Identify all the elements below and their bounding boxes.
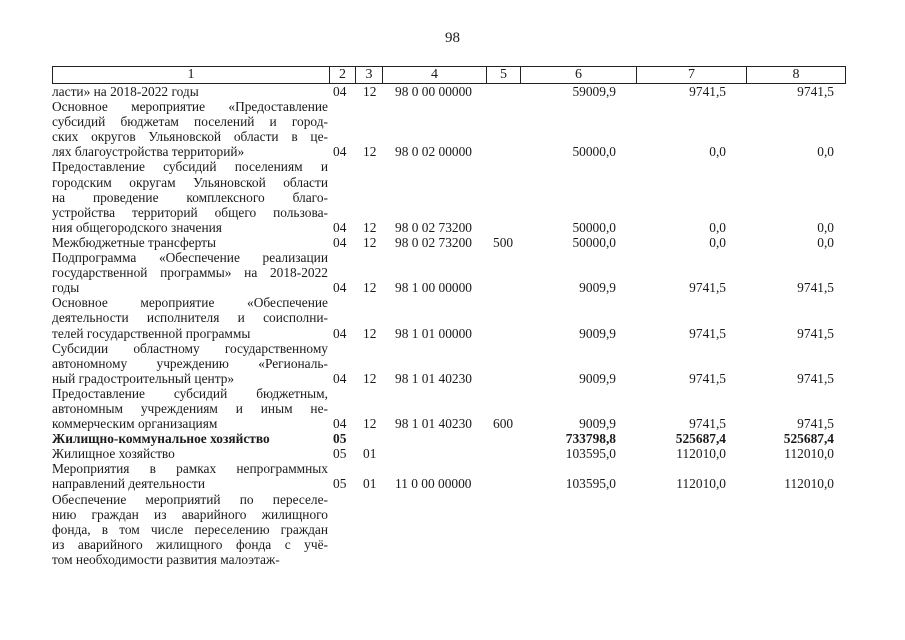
subsection-code: 12 [363,84,377,99]
section-code: 05 [333,446,347,462]
description-line: ских округов Ульяновской области в це- [52,129,328,145]
description-line: лях благоустройства территорий» [52,144,245,160]
description-line: Обеспечение мероприятий по переселе- [52,491,328,507]
amount-2018: 9009,9 [579,370,616,386]
amount-2018: 50000,0 [572,219,616,235]
description-line: автономному учреждению «Региональ- [52,355,328,371]
row-description [52,492,328,567]
expense-type-code: 500 [493,234,514,250]
header-col-1: 1 [187,67,195,82]
header-col-2: 2 [329,67,355,83]
amount-2018: 9009,9 [579,416,616,432]
amount-2019: 0,0 [709,144,726,160]
target-article-code: 98 0 00 00000 [395,84,472,99]
amount-2019: 0,0 [709,219,726,235]
header-col-5: 5 [486,67,520,83]
amount-2020: 9741,5 [797,325,834,341]
amount-2019: 112010,0 [676,446,726,462]
amount-2020: 525687,4 [783,431,834,447]
description-line: субсидий бюджетам поселений и город- [52,114,328,130]
description-line: Субсидии областному государственному [52,340,328,356]
description-line: Жилищно-коммунальное хозяйство [52,431,270,447]
table-row [52,99,846,159]
section-code: 05 [333,431,347,447]
subsection-code: 01 [363,446,377,462]
table-row [52,386,846,431]
description-line: городским округам Ульяновской области [52,174,328,190]
description-line: том необходимости развития малоэтаж- [52,551,280,567]
target-article-code: 98 1 01 40230 [395,416,472,432]
expense-type-code: 600 [493,416,514,432]
table-row [52,84,846,99]
amount-2018: 59009,9 [572,84,616,99]
row-description [52,159,328,234]
description-line: коммерческим организациям [52,416,218,432]
amount-2018: 733798,8 [565,431,616,447]
table-row [52,159,846,234]
description-line: устройства территорий общего пользова- [52,204,328,220]
description-line: на проведение комплексного благо- [52,189,328,205]
table-row [52,446,846,461]
amount-2018: 103595,0 [565,476,616,492]
target-article-code: 98 1 01 40230 [395,370,472,386]
subsection-code: 01 [363,476,377,492]
description-line: нию граждан из аварийного жилищного [52,506,328,522]
section-code: 04 [333,144,347,160]
description-line: фонда, в том числе переселению граждан [52,521,328,537]
amount-2020: 0,0 [817,144,834,160]
section-code: 05 [333,476,347,492]
description-line: ный градостроительный центр» [52,370,235,386]
amount-2019: 9741,5 [689,84,726,99]
amount-2020: 9741,5 [797,84,834,99]
section-code: 04 [333,280,347,296]
description-line: Мероприятия в рамках непрограммных [52,461,328,477]
amount-2019: 112010,0 [676,476,726,492]
table-row [52,250,846,295]
table-header [52,66,846,84]
amount-2019: 9741,5 [689,280,726,296]
table-row [52,492,846,567]
row-description [52,84,328,99]
amount-2019: 0,0 [709,234,726,250]
description-line: Предоставление субсидий поселениям и [52,159,328,175]
header-col-8: 8 [746,67,845,83]
description-line: из аварийного жилищного фонда с учё- [52,536,328,552]
table-row [52,235,846,250]
target-article-code: 98 1 00 00000 [395,280,472,296]
row-description [52,431,328,446]
description-line: Предоставление субсидий бюджетным, [52,385,328,401]
description-line: деятельности исполнителя и соисполни- [52,310,328,326]
subsection-code: 12 [363,144,377,160]
row-description [52,446,328,461]
amount-2020: 9741,5 [797,416,834,432]
target-article-code: 98 0 02 00000 [395,144,472,160]
amount-2019: 9741,5 [689,416,726,432]
amount-2019: 9741,5 [689,325,726,341]
table-row [52,431,846,446]
row-description [52,235,328,250]
description-line: государственной программы» на 2018-2022 [52,265,328,281]
description-line: Жилищное хозяйство [52,446,175,462]
page-number: 98 [445,30,460,46]
row-description [52,295,328,340]
description-line: Основное мероприятие «Предоставление [52,99,328,115]
header-col-7: 7 [636,67,746,83]
row-description [52,341,328,386]
table-row [52,461,846,491]
description-line: Межбюджетные трансферты [52,234,216,250]
row-description [52,386,328,431]
amount-2020: 112010,0 [784,446,834,462]
row-description [52,99,328,159]
description-line: ласти» на 2018-2022 годы [52,84,199,99]
amount-2018: 9009,9 [579,280,616,296]
description-line: автономным учреждениям и иным не- [52,400,328,416]
amount-2020: 0,0 [817,234,834,250]
amount-2018: 50000,0 [572,144,616,160]
header-col-4: 4 [382,67,486,83]
table-body [52,84,846,567]
table-row [52,295,846,340]
section-code: 04 [333,84,347,99]
subsection-code: 12 [363,325,377,341]
section-code: 04 [333,416,347,432]
target-article-code: 98 0 02 73200 [395,234,472,250]
row-description [52,250,328,295]
subsection-code: 12 [363,219,377,235]
description-line: телей государственной программы [52,325,251,341]
subsection-code: 12 [363,280,377,296]
amount-2019: 9741,5 [689,370,726,386]
header-col-6: 6 [520,67,636,83]
header-col-3: 3 [355,67,382,83]
description-line: годы [52,280,80,296]
description-line: Подпрограмма «Обеспечение реализации [52,250,328,266]
subsection-code: 12 [363,370,377,386]
subsection-code: 12 [363,416,377,432]
amount-2019: 525687,4 [675,431,726,447]
section-code: 04 [333,325,347,341]
row-description [52,461,328,491]
target-article-code: 98 0 02 73200 [395,219,472,235]
amount-2020: 9741,5 [797,280,834,296]
section-code: 04 [333,370,347,386]
target-article-code: 98 1 01 00000 [395,325,472,341]
target-article-code: 11 0 00 00000 [395,476,472,492]
amount-2020: 0,0 [817,219,834,235]
amount-2018: 103595,0 [565,446,616,462]
amount-2018: 50000,0 [572,234,616,250]
description-line: Основное мероприятие «Обеспечение [52,295,328,311]
description-line: ния общегородского значения [52,219,222,235]
description-line: направлений деятельности [52,476,206,492]
amount-2018: 9009,9 [579,325,616,341]
subsection-code: 12 [363,234,377,250]
section-code: 04 [333,219,347,235]
section-code: 04 [333,234,347,250]
amount-2020: 9741,5 [797,370,834,386]
amount-2020: 112010,0 [784,476,834,492]
table-row [52,341,846,386]
